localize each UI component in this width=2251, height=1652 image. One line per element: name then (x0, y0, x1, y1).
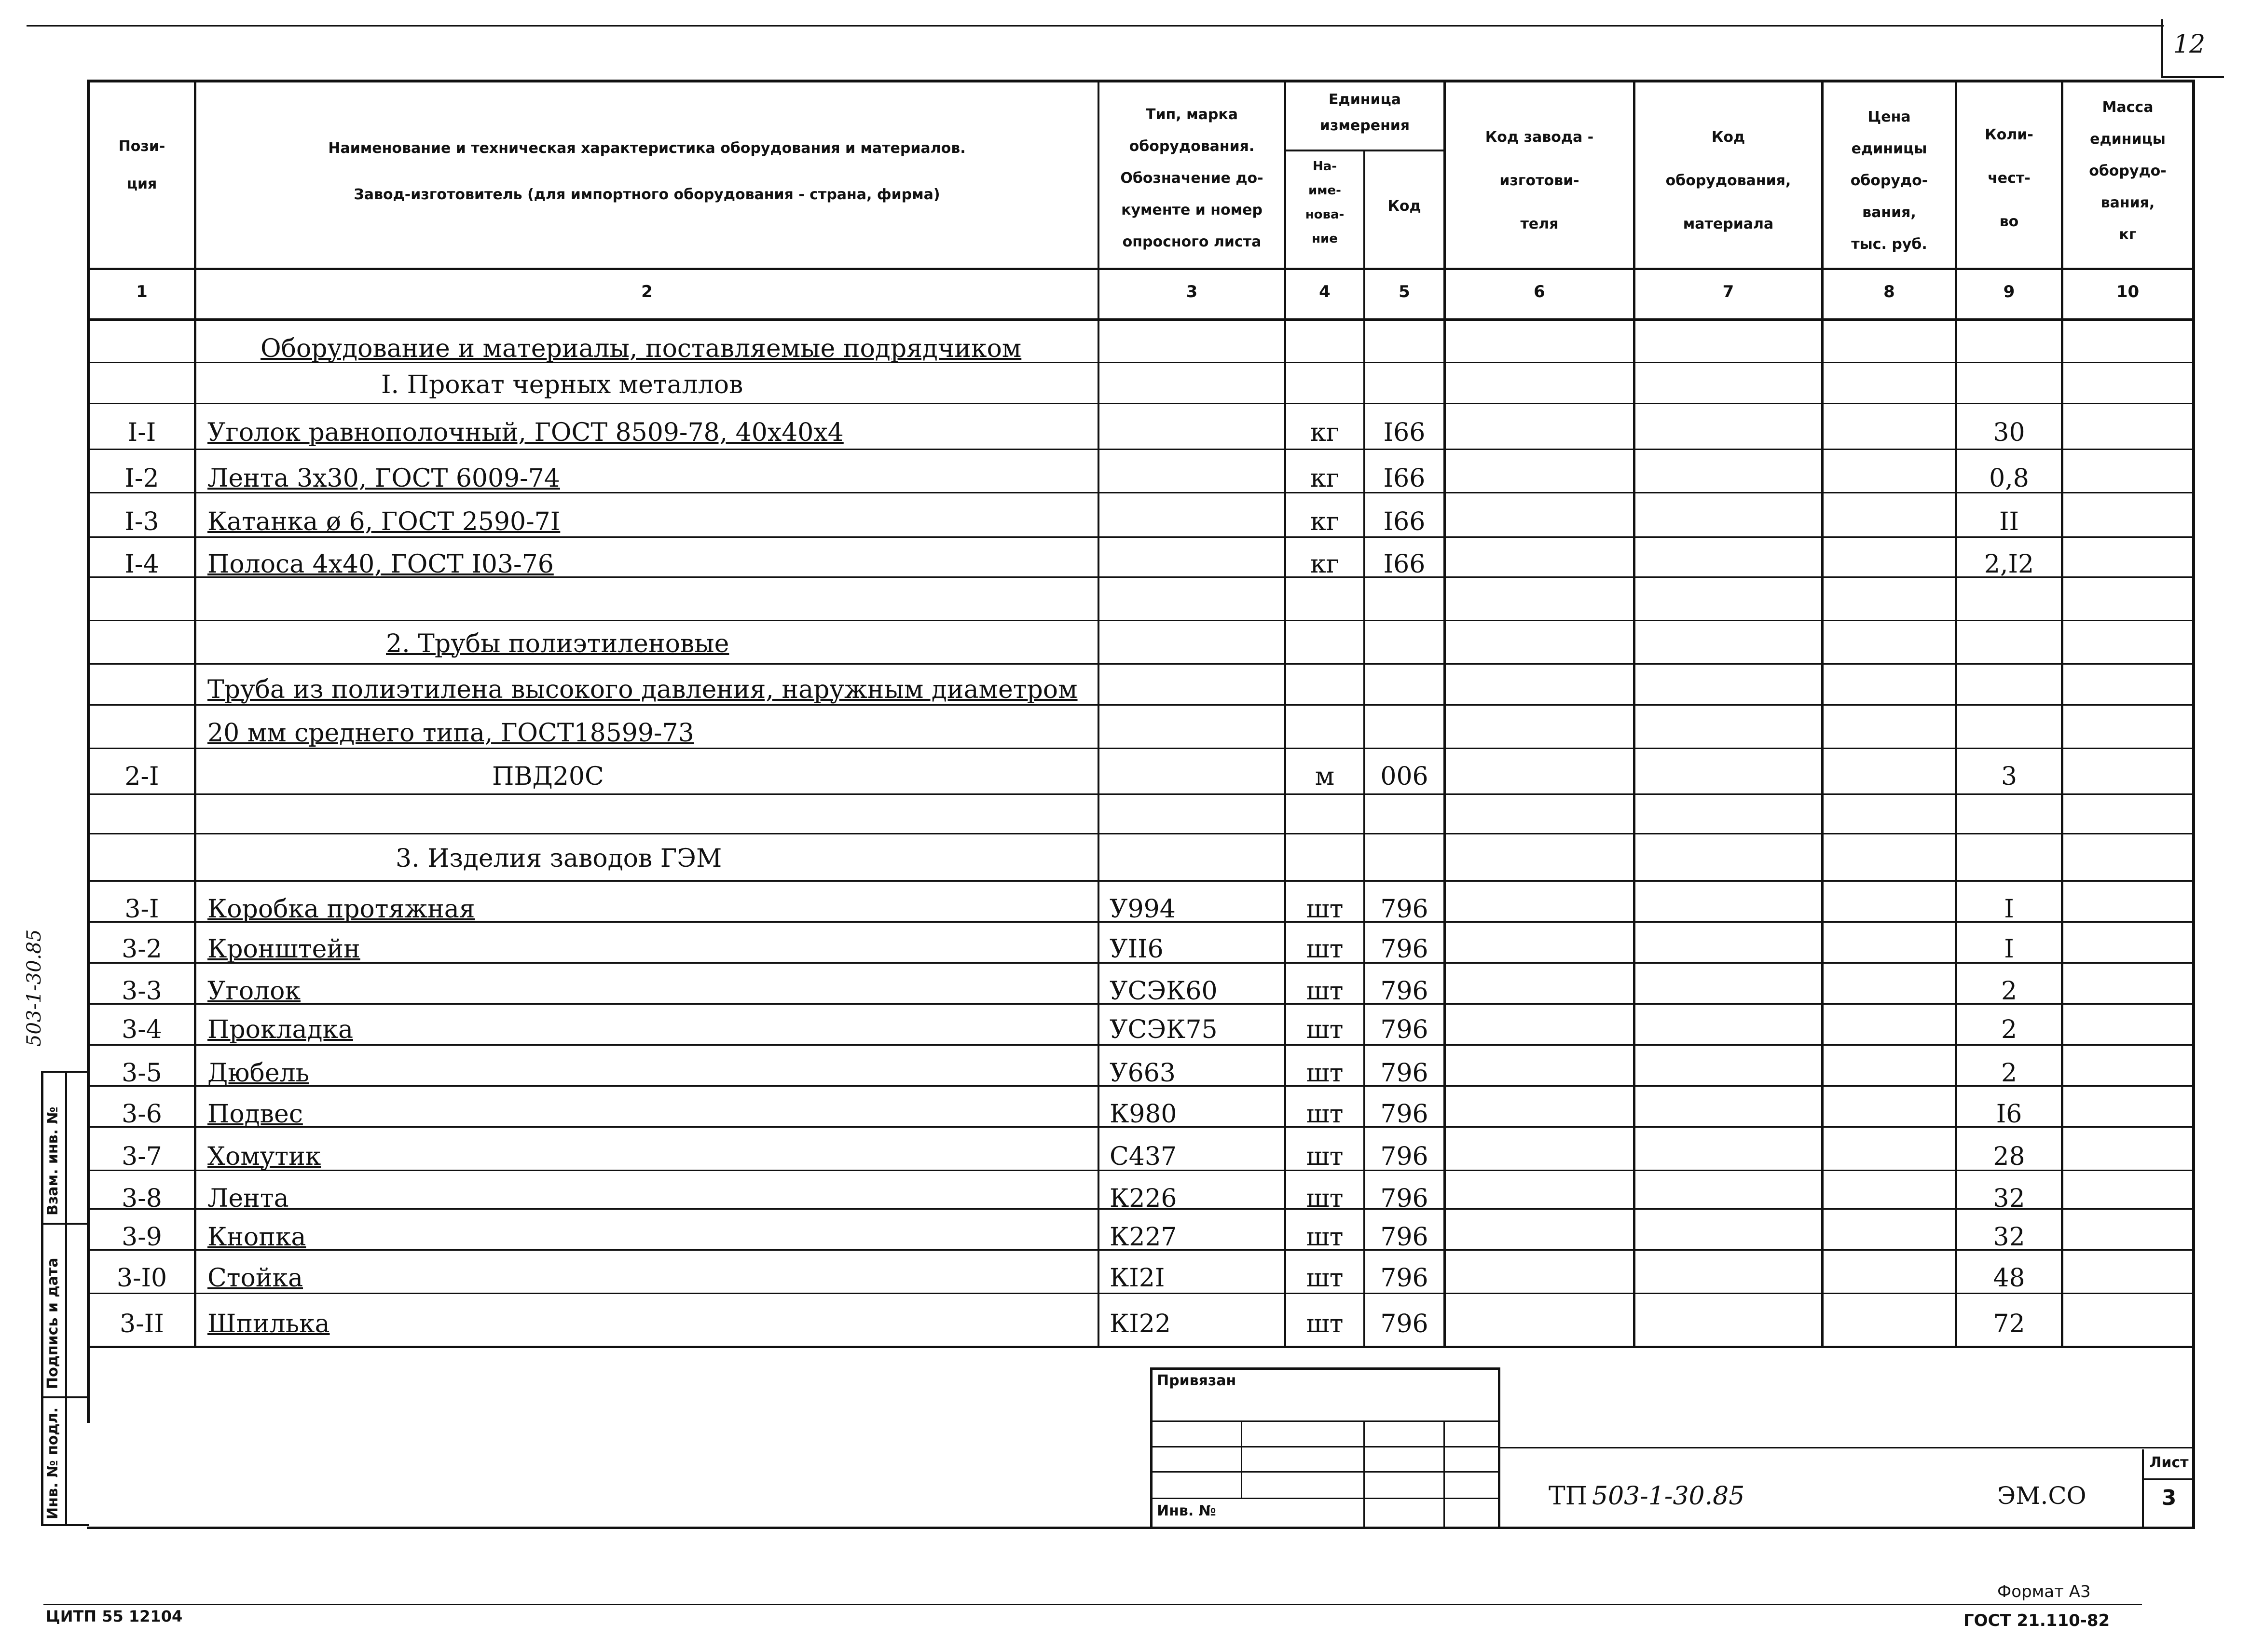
row-name: ПВД20С (492, 762, 604, 791)
row-quantity: 2 (2001, 1059, 2018, 1088)
row-unit: кг (1310, 550, 1339, 579)
row-position: 3-2 (122, 935, 162, 964)
row-unit: шт (1306, 1015, 1344, 1044)
sheet-number: 3 (2161, 1486, 2177, 1510)
section1-title: I. Прокат черных металлов (381, 370, 743, 399)
row-name: Лента (207, 1184, 289, 1213)
row-rule (87, 449, 2195, 450)
title-block-rule (1500, 1447, 2195, 1448)
row-unit: шт (1306, 977, 1344, 1006)
row-position: 2-I (124, 762, 159, 791)
side-strip-rule (41, 1396, 89, 1398)
table-left-border (87, 80, 90, 1423)
row-name: Кнопка (207, 1223, 306, 1252)
row-quantity: 3 (2001, 762, 2018, 791)
sheet-code: ЭМ.СО (1997, 1482, 2086, 1510)
row-position: 3-5 (122, 1059, 162, 1088)
row-mark: У994 (1110, 895, 1176, 924)
row-position: 3-3 (122, 977, 162, 1006)
header-col3: Тип, марка оборудования. Обозначение до- кументе и номер опросного листа (1120, 106, 1263, 250)
header-units: Единица измерения (1319, 91, 1410, 134)
page-number-box-bottom (2161, 76, 2224, 78)
page-number-box-left (2161, 19, 2163, 77)
col-number: 4 (1319, 282, 1331, 301)
header-col10: Масса единицы оборудо- вания, кг (2089, 99, 2167, 243)
stamp-rule (1150, 1420, 1500, 1422)
row-quantity: 2 (2001, 1015, 2018, 1044)
row-unit-code: 796 (1380, 935, 1428, 964)
row-rule (87, 663, 2195, 665)
row-unit-code: 796 (1380, 1264, 1428, 1293)
section3-title: 3. Изделия заводов ГЭМ (396, 844, 722, 873)
side-strip-mid (65, 1071, 67, 1524)
table-body-bottom (87, 1346, 2195, 1348)
row-unit-code: 796 (1380, 1015, 1428, 1044)
row-quantity: II (1999, 507, 2019, 536)
col-sep-6 (1633, 80, 1635, 1346)
row-rule (87, 536, 2195, 538)
row-unit-code: I66 (1383, 550, 1426, 579)
row-mark: К226 (1110, 1184, 1177, 1213)
frame-bottom (87, 1527, 2195, 1529)
row-unit: шт (1306, 1264, 1344, 1293)
row-position: I-3 (124, 507, 159, 536)
side-strip-rule (41, 1223, 89, 1225)
row-rule (87, 620, 2195, 621)
row-mark: КI22 (1110, 1310, 1171, 1338)
stamp-privyazan: Привязан (1157, 1372, 1236, 1389)
section2-desc-line1: Труба из полиэтилена высокого давления, наружным диаметром (207, 675, 1078, 704)
row-quantity: 32 (1993, 1223, 2025, 1252)
row-mark: К227 (1110, 1223, 1177, 1252)
row-mark: УII6 (1110, 935, 1164, 964)
row-mark: С437 (1110, 1142, 1177, 1171)
row-unit-code: 796 (1380, 1059, 1428, 1088)
row-mark: У663 (1110, 1059, 1176, 1088)
side-strip-top (41, 1071, 89, 1073)
stamp-rule (1150, 1471, 1500, 1473)
row-quantity: 48 (1993, 1264, 2025, 1293)
doc-code-prefix: ТП (1549, 1482, 1588, 1511)
stamp-col (1241, 1420, 1242, 1498)
row-mark: УСЭК60 (1110, 977, 1218, 1006)
side-strip-left (41, 1071, 43, 1524)
col-number: 10 (2116, 282, 2140, 301)
top-rule (27, 25, 2164, 27)
row-name: Подвес (207, 1100, 303, 1129)
col-number: 5 (1399, 282, 1410, 301)
stamp-rule (1150, 1446, 1500, 1447)
row-position: 3-7 (122, 1142, 162, 1171)
row-name: Шпилька (207, 1310, 330, 1338)
row-quantity: 32 (1993, 1184, 2025, 1213)
row-rule (87, 880, 2195, 882)
row-name: Уголок равнополочный, ГОСТ 8509-78, 40х40х4 (207, 418, 844, 447)
row-unit: кг (1310, 464, 1339, 493)
side-label-vzam: Взам. инв. № (44, 1106, 61, 1215)
stamp-col (1363, 1420, 1365, 1528)
sheet-box-left (2142, 1449, 2144, 1528)
row-rule (87, 793, 2195, 795)
row-quantity: I (2004, 895, 2014, 924)
stamp-box-left (1150, 1367, 1153, 1528)
table-right-border (2192, 80, 2195, 1528)
row-quantity: 30 (1993, 418, 2025, 447)
stamp-col (1443, 1420, 1445, 1528)
row-name: Полоса 4х40, ГОСТ I03-76 (207, 550, 554, 579)
colnum-bottom-rule (87, 318, 2195, 321)
row-quantity: I (2004, 935, 2014, 964)
col-sep-9 (2061, 80, 2063, 1346)
row-quantity: 72 (1993, 1310, 2025, 1338)
stamp-inv-number: Инв. № (1157, 1502, 1216, 1519)
section2-desc-line2: 20 мм среднего типа, ГОСТ18599-73 (207, 719, 694, 748)
stamp-box-top (1150, 1367, 1500, 1370)
section2-title: 2. Трубы полиэтиленовые (386, 629, 729, 658)
row-unit-code: 796 (1380, 1310, 1428, 1338)
row-quantity: I6 (1996, 1100, 2022, 1129)
row-position: 3-II (120, 1310, 164, 1338)
row-unit-code: 796 (1380, 1142, 1428, 1171)
row-position: 3-9 (122, 1223, 162, 1252)
row-name: Кронштейн (207, 935, 360, 964)
unit-subheader-rule (1284, 150, 1446, 151)
side-strip-bottom (41, 1524, 89, 1526)
col-number: 6 (1534, 282, 1545, 301)
side-label-inv-podl: Инв. № подл. (44, 1407, 61, 1519)
row-quantity: 28 (1993, 1142, 2025, 1171)
row-unit-code: 006 (1380, 762, 1428, 791)
row-unit-code: 796 (1380, 1223, 1428, 1252)
header-bottom-rule (87, 268, 2195, 270)
row-unit: шт (1306, 1142, 1344, 1171)
row-rule (87, 1044, 2195, 1046)
row-unit: шт (1306, 1100, 1344, 1129)
row-unit: шт (1306, 1223, 1344, 1252)
row-quantity: 2,I2 (1984, 550, 2034, 579)
table-top-border (87, 80, 2195, 82)
row-rule (87, 1293, 2195, 1294)
col-sep-2 (1098, 80, 1099, 1346)
col-number: 8 (1883, 282, 1895, 301)
header-col8: Цена единицы оборудо- вания, тыс. руб. (1850, 109, 1928, 253)
row-rule (87, 403, 2195, 404)
row-quantity: 0,8 (1989, 464, 2029, 493)
row-name: Катанка ø 6, ГОСТ 2590-7I (207, 507, 561, 536)
row-unit: м (1315, 762, 1335, 791)
footer-gost: ГОСТ 21.110-82 (1963, 1611, 2110, 1630)
col-number: 9 (2003, 282, 2015, 301)
row-name: Стойка (207, 1264, 303, 1293)
footer-format: Формат А3 (1997, 1582, 2091, 1601)
row-unit-code: 796 (1380, 977, 1428, 1006)
header-col7: Код оборудования, материала (1665, 129, 1791, 232)
row-unit: кг (1310, 418, 1339, 447)
stamp-rule (1150, 1498, 1500, 1499)
header-col4: На- име- нова- ние (1305, 159, 1345, 246)
row-unit: кг (1310, 507, 1339, 536)
row-position: I-4 (124, 550, 159, 579)
row-rule (87, 833, 2195, 834)
row-name: Дюбель (207, 1059, 309, 1088)
row-mark: К980 (1110, 1100, 1177, 1129)
row-unit: шт (1306, 1310, 1344, 1338)
col-number: 3 (1186, 282, 1198, 301)
row-rule (87, 748, 2195, 749)
footer-rule (43, 1604, 2142, 1605)
row-mark: КI2I (1110, 1264, 1165, 1293)
section-title: Оборудование и материалы, поставляемые подрядчиком (261, 334, 1022, 363)
row-position: 3-I0 (116, 1264, 167, 1293)
row-position: I-2 (124, 464, 159, 493)
sheet-box-rule (2142, 1478, 2195, 1480)
header-col1: Пози- ция (118, 138, 165, 192)
row-unit-code: 796 (1380, 1100, 1428, 1129)
sheet-label: Лист (2149, 1454, 2189, 1471)
header-col9: Коли- чест- во (1985, 126, 2033, 230)
col-number: 2 (641, 282, 653, 301)
col-sep-5 (1443, 80, 1446, 1346)
col-number: 1 (136, 282, 148, 301)
page-number: 12 (2173, 30, 2206, 59)
row-name: Хомутик (207, 1142, 321, 1171)
row-name: Прокладка (207, 1015, 353, 1044)
col-sep-7 (1821, 80, 1824, 1346)
header-col5: Код (1387, 198, 1421, 215)
row-unit-code: 796 (1380, 1184, 1428, 1213)
row-unit: шт (1306, 1184, 1344, 1213)
row-name: Коробка протяжная (207, 895, 475, 924)
row-position: 3-8 (122, 1184, 162, 1213)
side-handwritten-code: 503-1-30.85 (23, 929, 45, 1047)
row-position: I-I (127, 418, 156, 447)
header-col2: Наименование и техническая характеристика оборудования и материалов. Завод-изготовитель (для импортного оборудования - страна, фирма) (328, 140, 966, 203)
row-position: 3-4 (122, 1015, 162, 1044)
doc-code: 503-1-30.85 (1592, 1482, 1745, 1511)
row-unit-code: 796 (1380, 895, 1428, 924)
row-unit-code: I66 (1383, 507, 1426, 536)
row-position: 3-6 (122, 1100, 162, 1129)
row-rule (87, 704, 2195, 706)
row-name: Уголок (207, 977, 301, 1006)
footer-left: ЦИТП 55 12104 (46, 1607, 183, 1625)
side-label-podpis: Подпись и дата (44, 1257, 61, 1389)
row-quantity: 2 (2001, 977, 2018, 1006)
row-unit-code: I66 (1383, 464, 1426, 493)
col-number: 7 (1722, 282, 1734, 301)
row-unit: шт (1306, 895, 1344, 924)
row-unit: шт (1306, 935, 1344, 964)
row-position: 3-I (124, 895, 159, 924)
row-name: Лента 3х30, ГОСТ 6009-74 (207, 464, 560, 493)
row-mark: УСЭК75 (1110, 1015, 1218, 1044)
row-unit: шт (1306, 1059, 1344, 1088)
col-sep-1 (194, 80, 196, 1346)
header-col6: Код завода - изготови- теля (1485, 129, 1594, 232)
row-unit-code: I66 (1383, 418, 1426, 447)
